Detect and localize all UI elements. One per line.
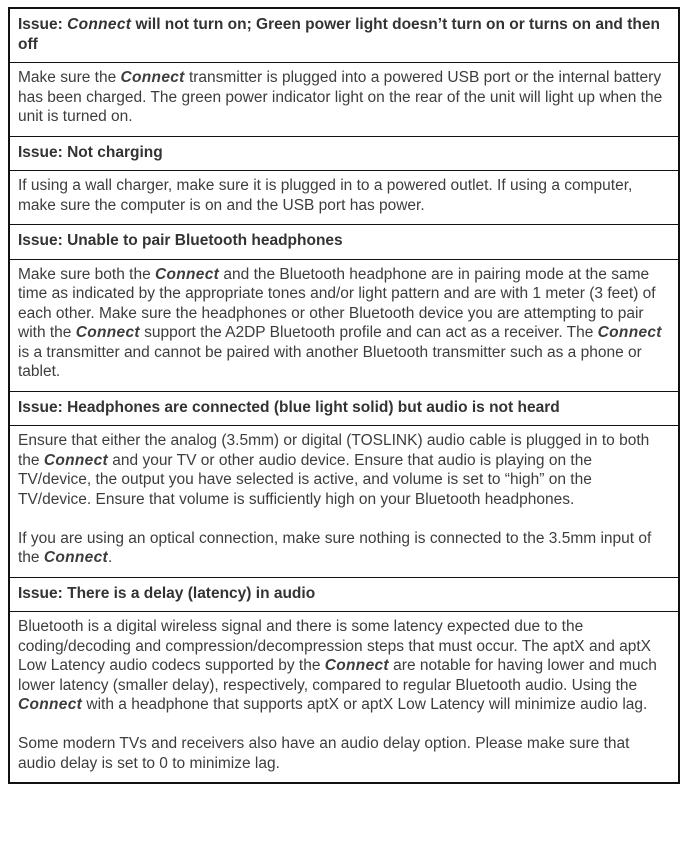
issue-header-row	[10, 9, 678, 63]
paragraph	[18, 617, 668, 715]
text-segment: .	[107, 549, 113, 566]
text-segment: is a transmitter and cannot be paired with another Bluetooth transmitter such as a phone or tablet.	[18, 343, 642, 380]
paragraph	[18, 231, 668, 251]
text-segment: If using a wall charger, make sure it is plugged in to a powered outlet. If using a computer, make sure the computer is on and the USB port has power.	[18, 177, 633, 214]
text-segment: and your TV or other audio device. Ensure that audio is playing on the TV/device, the output you have selected is active, and volume is set to “high” on the TV/device. Ensure that volume is sufficiently high on your Bluetooth headphones.	[18, 451, 592, 508]
product-name: Connect	[43, 549, 108, 566]
issue-header-row	[10, 137, 678, 172]
text-segment: Issue: Headphones are connected (blue light solid) but audio is not heard	[18, 398, 560, 416]
paragraph	[18, 176, 668, 215]
paragraph	[18, 15, 668, 54]
issue-header-row	[10, 225, 678, 260]
paragraph	[18, 68, 668, 127]
product-name: Connect	[120, 69, 185, 86]
text-segment: Issue: There is a delay (latency) in audio	[18, 584, 316, 602]
text-segment: transmitter is plugged into a powered USB port or the internal battery has been charged. The green power indicator light on the rear of the unit will light up when the unit is turned on.	[18, 69, 663, 125]
solution-row	[10, 426, 678, 578]
text-segment: Make sure both the	[18, 265, 155, 283]
text-segment: Issue: Not charging	[18, 143, 163, 161]
text-segment: Issue: Unable to pair Bluetooth headphones	[18, 232, 343, 249]
product-name: Connect	[597, 324, 662, 341]
text-segment: Make sure the	[18, 69, 121, 86]
text-segment: Issue:	[18, 16, 68, 33]
text-segment: are notable for having lower and much lower latency (smaller delay), respectively, compared to regular Bluetooth audio. Using the	[18, 657, 657, 694]
product-name: Connect	[155, 265, 220, 283]
paragraph	[18, 265, 668, 382]
text-segment: Bluetooth is a digital wireless signal and there is some latency expected due to the coding/decoding and compression/decompression steps that must occur. The aptX and aptX Low Latency audio codecs supported by the	[18, 618, 652, 674]
product-name: Connect	[18, 696, 83, 713]
product-name: Connect	[67, 16, 132, 33]
issue-header-row	[10, 392, 678, 427]
text-segment: with a headphone that supports aptX or aptX Low Latency will minimize audio lag.	[82, 696, 648, 713]
text-segment: If you are using an optical connection, make sure nothing is connected to the 3.5mm input of the	[18, 529, 652, 566]
text-segment: Some modern TVs and receivers also have an audio delay option. Please make sure that audio delay is set to 0 to minimize lag.	[18, 735, 630, 772]
text-segment: support the A2DP Bluetooth profile and can act as a receiver. The	[139, 324, 598, 341]
text-segment: will not turn on; Green power light doesn’t turn on or turns on and then off	[18, 16, 660, 53]
troubleshooting-table	[8, 7, 680, 784]
paragraph	[18, 734, 668, 773]
text-segment: and the Bluetooth headphone are in pairing mode at the same time as indicated by the appropriate tones and/or light pattern and are with 1 meter (3 feet) of each other. Make sure the headphones or other Bluetooth device you are attempting to pair with the	[18, 265, 656, 341]
solution-row	[10, 612, 678, 782]
issue-header-row	[10, 578, 678, 613]
product-name: Connect	[75, 324, 140, 341]
paragraph	[18, 431, 668, 509]
text-segment: Ensure that either the analog (3.5mm) or digital (TOSLINK) audio cable is plugged in to both the	[18, 432, 650, 469]
solution-row	[10, 260, 678, 392]
product-name: Connect	[43, 451, 108, 469]
paragraph	[18, 529, 668, 568]
paragraph	[18, 584, 668, 604]
product-name: Connect	[324, 657, 389, 674]
paragraph	[18, 398, 668, 418]
solution-row	[10, 171, 678, 225]
paragraph	[18, 143, 668, 163]
solution-row	[10, 63, 678, 137]
